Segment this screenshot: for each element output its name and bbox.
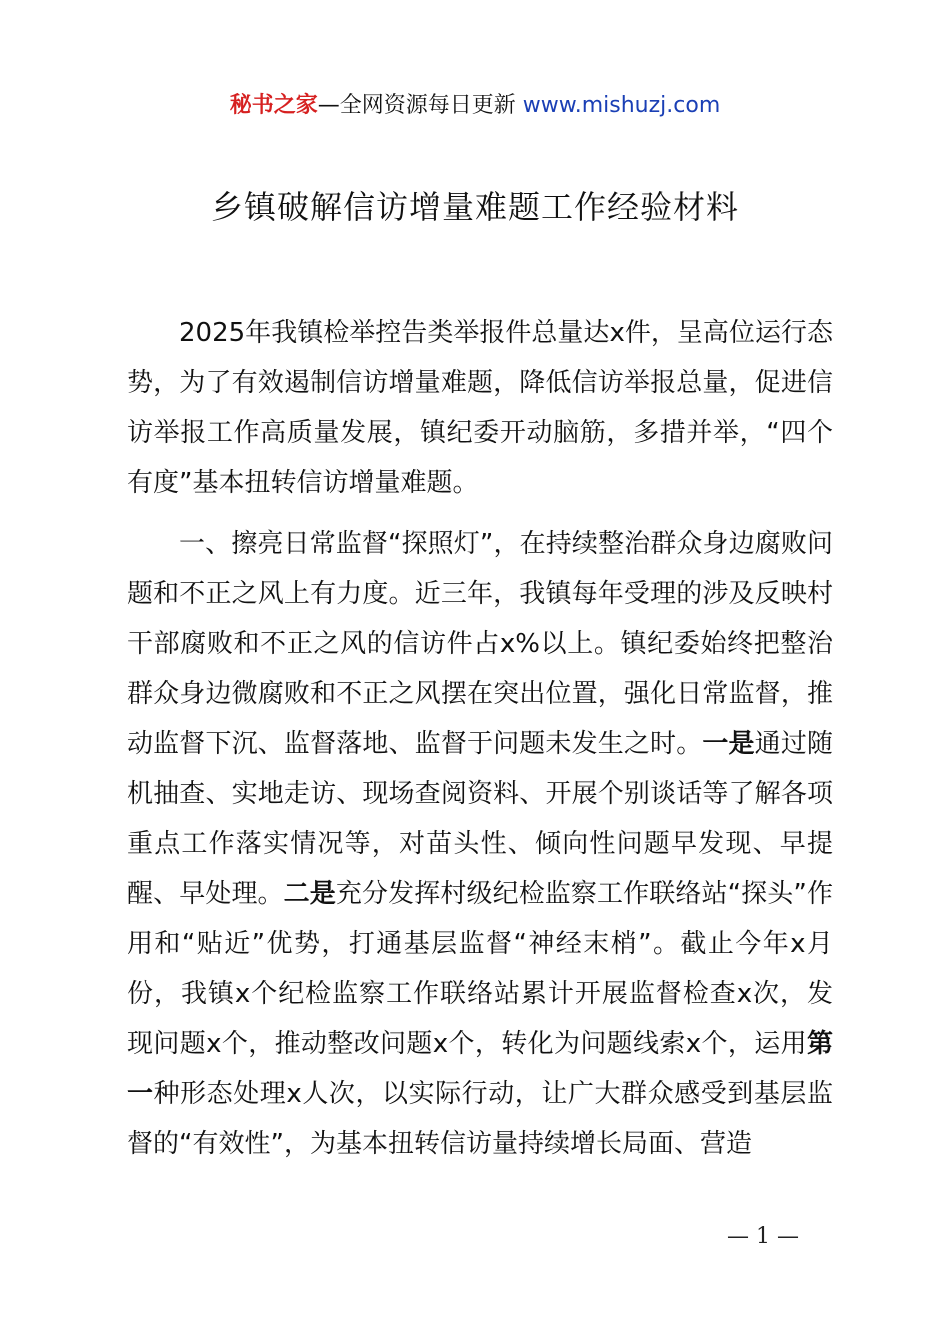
- paragraph-text: [127, 519, 833, 1169]
- bold-marker-2: 二是: [283, 879, 336, 909]
- text-run: 种形态处理x人次，以实际行动，让广大群众感受到基层监督的“有效性”，为基本扭转信访量持续增长局面、营造: [127, 1079, 833, 1159]
- paragraph-section-1: [127, 519, 833, 1169]
- paragraph-text: 2025年我镇检举控告类举报件总量达x件，呈高位运行态势，为了有效遏制信访增量难题，降低信访举报总量，促进信访举报工作高质量发展，镇纪委开动脑筋，多措并举，“四个有度”基本扭转信访增量难题。: [127, 318, 833, 498]
- page-number: — 1 —: [727, 1224, 799, 1249]
- paragraph-intro: [127, 308, 833, 508]
- text-run: 在持续整治群众身边腐败问题和不正之风上有力度。近三年，我镇每年受理的涉及反映村干部腐败和不正之风的信访件占x%以上。镇纪委始终把整治群众身边微腐败和不正之风摆在突出位置，强化日常监督，推动监督下沉、监督落地、监督于问题未发生之时。: [127, 529, 833, 759]
- brand-name: 秘书之家: [229, 93, 318, 118]
- header-tagline: —全网资源每日更新: [317, 93, 516, 118]
- site-header: [0, 88, 950, 119]
- text-run: 通过随机抽查、实地走访、现场查阅资料、开展个别谈话等了解各项重点工作落实情况等，对苗头性、倾向性问题早发现、早提醒、早处理。: [127, 729, 833, 909]
- section-heading: 一、擦亮日常监督“探照灯”，: [179, 529, 520, 559]
- text-run: 充分发挥村级纪检监察工作联络站“探头”作用和“贴近”优势，打通基层监督“神经末梢”。截止今年x月份，我镇x个纪检监察工作联络站累计开展监督检查x次，发现问题x个，推动整改问题x个，转化为问题线索x个，运用: [127, 879, 833, 1059]
- site-url-link[interactable]: www.mishuzj.com: [522, 93, 721, 118]
- bold-marker-3: 第一: [127, 1029, 833, 1109]
- document-title: 乡镇破解信访增量难题工作经验材料: [210, 188, 739, 226]
- bold-marker-1: 一是: [702, 729, 755, 759]
